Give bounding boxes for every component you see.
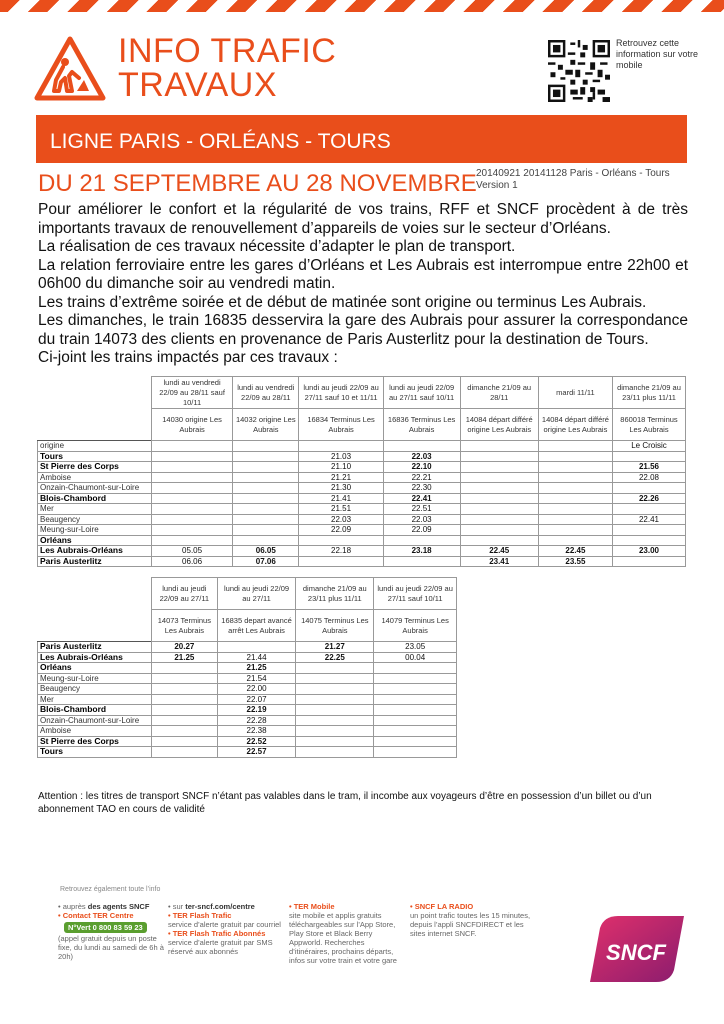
- qr-note: Retrouvez cette information sur votre mobile: [616, 38, 699, 70]
- title-line-2: TRAVAUX: [118, 66, 278, 104]
- time-cell: 22.41: [383, 493, 460, 504]
- time-cell: [299, 556, 383, 567]
- time-cell: 21.25: [217, 663, 296, 674]
- time-cell: [612, 535, 685, 546]
- footer-text: • TER Flash Trafic Abonnés: [168, 929, 266, 938]
- station-name: Meung-sur-Loire: [38, 525, 152, 536]
- time-cell: [374, 684, 457, 695]
- footer-text: • Contact TER Centre: [58, 911, 134, 920]
- column-train: 14073 Terminus Les Aubrais: [152, 610, 218, 642]
- time-cell: [460, 504, 538, 515]
- time-cell: [538, 493, 612, 504]
- title-line-1: INFO TRAFIC: [118, 32, 337, 70]
- table-row: [38, 694, 457, 705]
- time-cell: 22.10: [383, 462, 460, 473]
- column-train: 14084 départ différé origine Les Aubrais: [460, 409, 538, 441]
- column-train: 14079 Terminus Les Aubrais: [374, 610, 457, 642]
- footer-text: service d’alerte gratuit par SMS réservé aux abonnés: [168, 938, 273, 956]
- time-cell: [299, 535, 383, 546]
- station-name: Blois-Chambord: [38, 493, 152, 504]
- time-cell: 22.51: [383, 504, 460, 515]
- intro-paragraph: Pour améliorer le confort et la régularité de vos trains, RFF et SNCF procèdent à de très importants travaux de renouvellement d’appareils de voies sur le secteur d’Orléans.: [38, 201, 688, 237]
- time-cell: 21.51: [299, 504, 383, 515]
- line-banner: LIGNE PARIS - ORLÉANS - TOURS: [36, 115, 687, 163]
- column-train: 16836 Terminus Les Aubrais: [383, 409, 460, 441]
- time-cell: [233, 483, 299, 494]
- time-cell: [152, 451, 233, 462]
- station-name: Meung-sur-Loire: [38, 673, 152, 684]
- time-cell: 22.41: [612, 514, 685, 525]
- station-name: Tours: [38, 451, 152, 462]
- time-cell: 21.54: [217, 673, 296, 684]
- time-cell: 22.45: [460, 546, 538, 557]
- column-train: 14032 origine Les Aubrais: [233, 409, 299, 441]
- time-cell: [217, 642, 296, 653]
- station-name: Amboise: [38, 472, 152, 483]
- time-cell: [460, 514, 538, 525]
- time-cell: [152, 705, 218, 716]
- time-cell: [374, 747, 457, 758]
- time-cell: [152, 694, 218, 705]
- station-name: Les Aubrais-Orléans: [38, 546, 152, 557]
- table-row: [38, 514, 686, 525]
- column-days: lundi au vendredi 22/09 au 28/11 sauf 10/11: [152, 377, 233, 409]
- time-cell: [538, 441, 612, 452]
- table-row: [38, 747, 457, 758]
- time-cell: 23.00: [612, 546, 685, 557]
- table-row: [38, 451, 686, 462]
- roadworks-warning-icon: [34, 36, 106, 102]
- table-row: [38, 535, 686, 546]
- time-cell: [296, 694, 374, 705]
- time-cell: [233, 514, 299, 525]
- time-cell: [299, 441, 383, 452]
- footer-text: • sur: [168, 902, 186, 911]
- time-cell: [538, 451, 612, 462]
- column-days: lundi au jeudi 22/09 au 27/11 sauf 10/11: [374, 578, 457, 610]
- time-cell: 21.21: [299, 472, 383, 483]
- time-cell: 23.55: [538, 556, 612, 567]
- time-cell: 22.30: [383, 483, 460, 494]
- time-cell: [612, 451, 685, 462]
- column-days: lundi au vendredi 22/09 au 28/11: [233, 377, 299, 409]
- time-cell: [152, 736, 218, 747]
- time-cell: 22.07: [217, 694, 296, 705]
- column-days: dimanche 21/09 au 23/11 plus 11/11: [296, 578, 374, 610]
- time-cell: [374, 663, 457, 674]
- table-row: [38, 504, 686, 515]
- station-name: Onzain-Chaumont-sur-Loire: [38, 715, 152, 726]
- time-cell: [374, 736, 457, 747]
- intro-paragraph: Les trains d’extrême soirée et de début de matinée sont origine ou terminus Les Aubrais.: [38, 293, 647, 311]
- time-cell: [538, 525, 612, 536]
- time-cell: 05.05: [152, 546, 233, 557]
- table-row: [38, 525, 686, 536]
- footer-col-radio: [410, 902, 540, 938]
- time-cell: [233, 525, 299, 536]
- time-cell: [374, 694, 457, 705]
- column-train: 16834 Terminus Les Aubrais: [299, 409, 383, 441]
- time-cell: [460, 451, 538, 462]
- station-name: Mer: [38, 504, 152, 515]
- table-row: [38, 483, 686, 494]
- time-cell: [460, 493, 538, 504]
- table-row: [38, 441, 686, 452]
- column-train: 14075 Terminus Les Aubrais: [296, 610, 374, 642]
- time-cell: [296, 736, 374, 747]
- reference-block: [476, 168, 670, 192]
- time-cell: [538, 535, 612, 546]
- table-row: [38, 705, 457, 716]
- time-cell: [152, 493, 233, 504]
- station-name: Beaugency: [38, 684, 152, 695]
- table-row: [38, 715, 457, 726]
- intro-paragraph: La relation ferroviaire entre les gares d’Orléans et Les Aubrais est interrompue entre 22h00 et 06h00 du dimanche soir au vendredi matin.: [38, 256, 688, 292]
- time-cell: 22.03: [383, 514, 460, 525]
- attention-note: Attention : les titres de transport SNCF n’étant pas valables dans le tram, il incombe aux voyageurs d’être en possession d’un billet ou d’un abonnement TAO en cours de validité: [38, 791, 652, 815]
- station-name: Onzain-Chaumont-sur-Loire: [38, 483, 152, 494]
- time-cell: [233, 535, 299, 546]
- time-cell: [383, 556, 460, 567]
- footer-link[interactable]: ter-sncf.com/centre: [185, 902, 255, 911]
- column-train: 16835 depart avancé arrêt Les Aubrais: [217, 610, 296, 642]
- footer-text: un point trafic toutes les 15 minutes, depuis l’appli SNCFDIRECT et les sites internet SNCF.: [410, 911, 531, 938]
- table-row: [38, 684, 457, 695]
- time-cell: [233, 504, 299, 515]
- time-cell: [383, 441, 460, 452]
- footer-text: • TER Mobile: [289, 902, 335, 911]
- time-cell: 00.04: [374, 652, 457, 663]
- footer-text: • TER Flash Trafic: [168, 911, 232, 920]
- time-cell: 22.28: [217, 715, 296, 726]
- column-train: 14084 départ différé origine Les Aubrais: [538, 409, 612, 441]
- time-cell: [612, 525, 685, 536]
- time-cell: [152, 525, 233, 536]
- station-name: Orléans: [38, 663, 152, 674]
- time-cell: [152, 472, 233, 483]
- time-cell: [538, 462, 612, 473]
- time-cell: [374, 726, 457, 737]
- time-cell: [460, 441, 538, 452]
- header-spacer: [38, 610, 152, 642]
- header-spacer: [38, 409, 152, 441]
- time-cell: [296, 673, 374, 684]
- table-row: [38, 546, 686, 557]
- station-name: Mer: [38, 694, 152, 705]
- time-cell: [374, 673, 457, 684]
- table-row: [38, 652, 457, 663]
- table-row: [38, 673, 457, 684]
- time-cell: 23.41: [460, 556, 538, 567]
- footer-title: Retrouvez également toute l’info: [60, 886, 161, 893]
- footer-text: site mobile et applis gratuits téléchargeables sur l’App Store, Play Store et Black Berry Appworld. Recherches d’itinéraires, prochains départs, infos sur votre train et votre gare: [289, 911, 397, 965]
- station-name: Beaugency: [38, 514, 152, 525]
- column-days: dimanche 21/09 au 28/11: [460, 377, 538, 409]
- time-cell: [538, 472, 612, 483]
- column-days: lundi au jeudi 22/09 au 27/11: [152, 578, 218, 610]
- time-cell: 22.21: [383, 472, 460, 483]
- time-cell: [152, 673, 218, 684]
- time-cell: 21.44: [217, 652, 296, 663]
- table-row: [38, 472, 686, 483]
- qr-code-icon[interactable]: [548, 40, 610, 102]
- time-cell: 06.06: [152, 556, 233, 567]
- time-cell: [374, 715, 457, 726]
- intro-text: [38, 201, 688, 368]
- time-cell: [152, 462, 233, 473]
- time-cell: [296, 663, 374, 674]
- time-cell: 22.25: [296, 652, 374, 663]
- time-cell: [296, 715, 374, 726]
- time-cell: 21.30: [299, 483, 383, 494]
- time-cell: [152, 747, 218, 758]
- table-row: [38, 726, 457, 737]
- time-cell: [152, 663, 218, 674]
- station-name: St Pierre des Corps: [38, 736, 152, 747]
- time-cell: 21.41: [299, 493, 383, 504]
- station-name: Orléans: [38, 535, 152, 546]
- time-cell: 07.06: [233, 556, 299, 567]
- time-cell: 21.10: [299, 462, 383, 473]
- footer-text: des agents SNCF: [87, 902, 150, 911]
- period-dates: DU 21 SEPTEMBRE AU 28 NOVEMBRE: [38, 170, 477, 197]
- time-cell: [374, 705, 457, 716]
- time-cell: 21.56: [612, 462, 685, 473]
- time-cell: [612, 556, 685, 567]
- time-cell: 22.03: [383, 451, 460, 462]
- time-cell: 22.09: [383, 525, 460, 536]
- time-cell: [152, 483, 233, 494]
- time-cell: [152, 684, 218, 695]
- time-cell: 23.05: [374, 642, 457, 653]
- footer-col-mobile: [289, 902, 405, 965]
- header-spacer: [38, 377, 152, 409]
- intro-paragraph: Ci-joint les trains impactés par ces travaux :: [38, 349, 338, 366]
- station-name: Paris Austerlitz: [38, 642, 152, 653]
- footer-text: • auprès: [58, 902, 88, 911]
- time-cell: [296, 726, 374, 737]
- station-name: Amboise: [38, 726, 152, 737]
- time-cell: [152, 715, 218, 726]
- time-cell: 23.18: [383, 546, 460, 557]
- time-cell: [152, 726, 218, 737]
- time-cell: 21.03: [299, 451, 383, 462]
- page-title: [118, 34, 336, 102]
- time-cell: [233, 472, 299, 483]
- station-name: Tours: [38, 747, 152, 758]
- timetable-1: [37, 376, 686, 567]
- time-cell: 22.03: [299, 514, 383, 525]
- time-cell: 22.26: [612, 493, 685, 504]
- time-cell: 22.45: [538, 546, 612, 557]
- time-cell: [538, 514, 612, 525]
- column-days: lundi au jeudi 22/09 au 27/11: [217, 578, 296, 610]
- time-cell: [152, 441, 233, 452]
- time-cell: 22.38: [217, 726, 296, 737]
- footer-text: • SNCF LA RADIO: [410, 902, 474, 911]
- time-cell: [612, 483, 685, 494]
- table-row: [38, 736, 457, 747]
- time-cell: [538, 483, 612, 494]
- station-name: Paris Austerlitz: [38, 556, 152, 567]
- footer-col-agents: [58, 902, 164, 961]
- time-cell: [460, 462, 538, 473]
- time-cell: Le Croisic: [612, 441, 685, 452]
- time-cell: [233, 462, 299, 473]
- intro-paragraph: Les dimanches, le train 16835 desservira la gare des Aubrais pour assurer la correspondance du train 14073 des clients en provenance de Paris Austerlitz pour la destination de Tours.: [38, 312, 688, 348]
- column-days: lundi au jeudi 22/09 au 27/11 sauf 10/11: [383, 377, 460, 409]
- time-cell: [296, 684, 374, 695]
- sncf-logo: [588, 912, 686, 984]
- time-cell: [460, 483, 538, 494]
- footer-text: service d’alerte gratuit par courriel: [168, 920, 281, 929]
- time-cell: 22.52: [217, 736, 296, 747]
- column-train: 14030 origine Les Aubrais: [152, 409, 233, 441]
- table-row: [38, 462, 686, 473]
- time-cell: [460, 472, 538, 483]
- time-cell: 06.05: [233, 546, 299, 557]
- table-row: [38, 493, 686, 504]
- time-cell: [233, 451, 299, 462]
- column-days: mardi 11/11: [538, 377, 612, 409]
- table-row: [38, 663, 457, 674]
- header-spacer: [38, 578, 152, 610]
- time-cell: 22.09: [299, 525, 383, 536]
- table-row: [38, 556, 686, 567]
- time-cell: 21.27: [296, 642, 374, 653]
- time-cell: [233, 441, 299, 452]
- footer-col-web: [168, 902, 286, 956]
- time-cell: [460, 525, 538, 536]
- sncf-logo-text: SNCF: [606, 940, 666, 965]
- column-train: 860018 Terminus Les Aubrais: [612, 409, 685, 441]
- timetable-2: [37, 577, 457, 758]
- time-cell: [296, 747, 374, 758]
- station-name: origine: [38, 441, 152, 452]
- reference-line-2: Version 1: [476, 180, 518, 191]
- column-days: dimanche 21/09 au 23/11 plus 11/11: [612, 377, 685, 409]
- station-name: St Pierre des Corps: [38, 462, 152, 473]
- time-cell: 22.08: [612, 472, 685, 483]
- time-cell: 22.19: [217, 705, 296, 716]
- station-name: Les Aubrais-Orléans: [38, 652, 152, 663]
- table-row: [38, 642, 457, 653]
- header-stripes: [0, 0, 724, 12]
- time-cell: [538, 504, 612, 515]
- time-cell: 21.25: [152, 652, 218, 663]
- time-cell: 22.57: [217, 747, 296, 758]
- time-cell: [152, 535, 233, 546]
- time-cell: [460, 535, 538, 546]
- time-cell: 22.00: [217, 684, 296, 695]
- column-days: lundi au jeudi 22/09 au 27/11 sauf 10 et 11/11: [299, 377, 383, 409]
- footer-text: (appel gratuit depuis un poste fixe, du lundi au samedi de 6h à 20h): [58, 934, 164, 961]
- time-cell: [152, 514, 233, 525]
- station-name: Blois-Chambord: [38, 705, 152, 716]
- time-cell: 22.18: [299, 546, 383, 557]
- time-cell: [233, 493, 299, 504]
- reference-line-1: 20140921 20141128 Paris - Orléans - Tours: [476, 168, 670, 179]
- time-cell: [383, 535, 460, 546]
- intro-paragraph: La réalisation de ces travaux nécessite d’adapter le plan de transport.: [38, 238, 516, 255]
- time-cell: [152, 504, 233, 515]
- time-cell: [612, 504, 685, 515]
- numero-vert-badge[interactable]: N°Vert 0 800 83 59 23: [64, 922, 147, 933]
- time-cell: [296, 705, 374, 716]
- time-cell: 20.27: [152, 642, 218, 653]
